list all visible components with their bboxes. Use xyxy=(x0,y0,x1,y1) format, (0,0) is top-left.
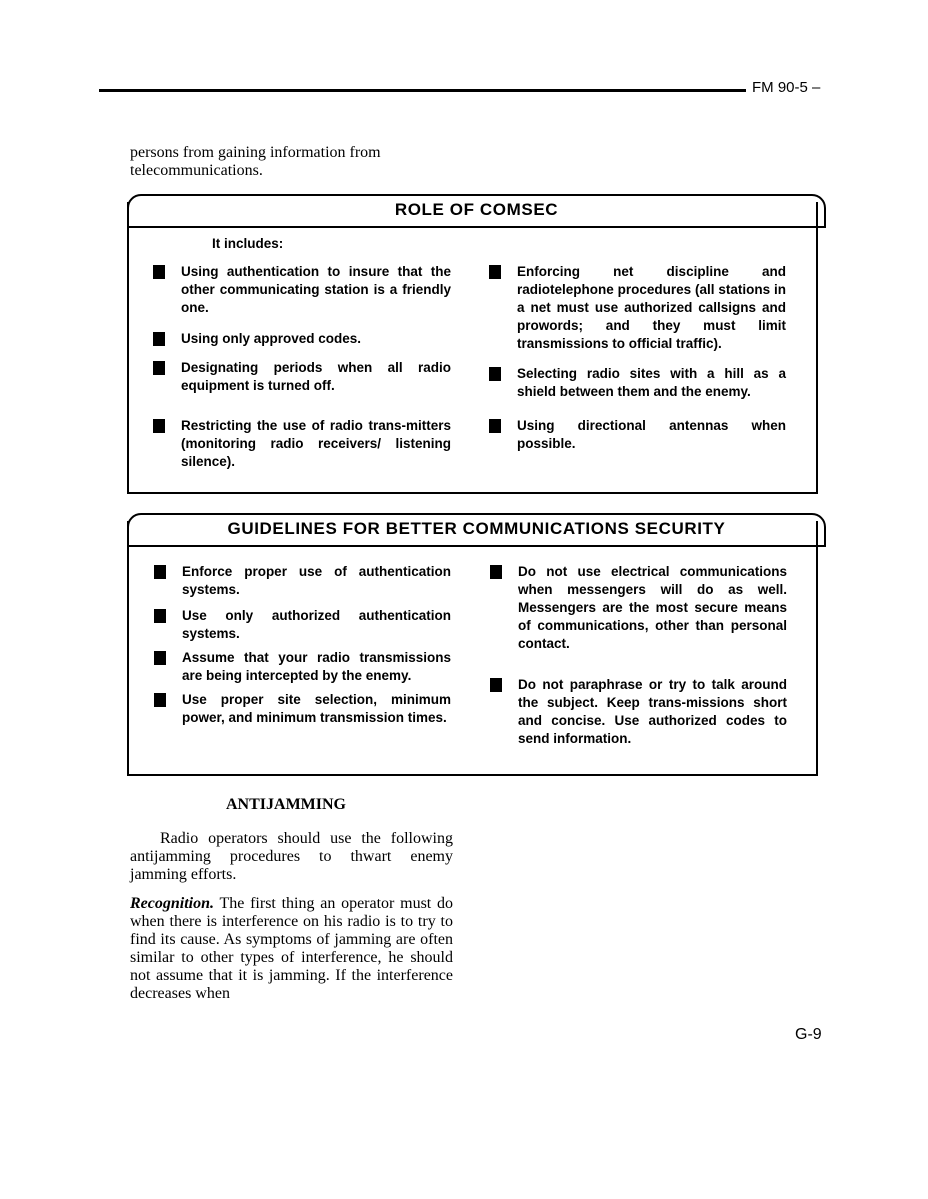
guidelines-title-bar xyxy=(127,513,826,547)
list-item-text: Enforcing net discipline and radiotelephone procedures (all stations in a net must use authorized callsigns and prowords; and they must limit transmissions to official traffic). xyxy=(517,264,786,351)
comsec-title: ROLE OF COMSEC xyxy=(394,200,559,219)
list-item-text: Do not paraphrase or try to talk around the subject. Keep trans-missions short and concise. Use authorized codes to send information. xyxy=(518,677,787,746)
list-item-text: Using directional antennas when possible. xyxy=(517,418,786,451)
document-id: FM 90-5 – xyxy=(752,79,821,96)
bullet-square-icon xyxy=(153,419,165,433)
recognition-body: The first thing an operator must do when there is interference on his radio is to try to find its cause. As symptoms of jamming are often similar to other types of interference, he should not assume that it is jamming. If the interference decreases when xyxy=(130,895,453,1002)
list-item xyxy=(153,359,451,395)
list-item xyxy=(153,263,451,317)
list-item-text: Do not use electrical communications when messengers will do as well. Messengers are the most secure means of communications, other than personal contact. xyxy=(518,564,787,651)
list-item xyxy=(154,563,451,599)
header-rule xyxy=(99,89,746,92)
guidelines-title: GUIDELINES FOR BETTER COMMUNICATIONS SECURITY xyxy=(227,519,726,538)
guidelines-right-column xyxy=(490,563,787,748)
list-item-text: Use proper site selection, minimum power, and minimum transmission times. xyxy=(182,692,451,725)
comsec-right-column xyxy=(489,263,786,453)
recognition-lead: Recognition. xyxy=(130,895,215,912)
includes-label: It includes: xyxy=(212,236,284,251)
list-item-text: Selecting radio sites with a hill as a shield between them and the enemy. xyxy=(517,366,786,399)
list-item-text: Designating periods when all radio equipment is turned off. xyxy=(181,360,451,393)
bullet-square-icon xyxy=(153,332,165,346)
list-item-text: Using only approved codes. xyxy=(181,331,362,346)
list-item xyxy=(154,691,451,727)
list-item xyxy=(154,607,451,643)
list-item-text: Use only authorized authentication systems. xyxy=(182,608,451,641)
recognition-paragraph xyxy=(130,895,453,1003)
list-item xyxy=(489,417,786,453)
antijamming-heading: ANTIJAMMING xyxy=(226,796,346,813)
list-item xyxy=(153,417,451,471)
intro-paragraph: persons from gaining information from telecommunications. xyxy=(130,144,381,179)
comsec-left-column xyxy=(153,263,451,471)
list-item xyxy=(489,263,786,353)
bullet-square-icon xyxy=(490,565,502,579)
comsec-title-bar xyxy=(127,194,826,228)
guidelines-left-column xyxy=(154,563,451,727)
list-item-text: Enforce proper use of authentication systems. xyxy=(182,564,451,597)
comsec-box xyxy=(127,202,818,494)
list-item xyxy=(489,365,786,401)
bullet-square-icon xyxy=(489,367,501,381)
list-item xyxy=(154,649,451,685)
bullet-square-icon xyxy=(490,678,502,692)
bullet-square-icon xyxy=(489,265,501,279)
bullet-square-icon xyxy=(153,361,165,375)
bullet-square-icon xyxy=(154,565,166,579)
list-item-text: Restricting the use of radio trans-mitters (monitoring radio receivers/ listening silence). xyxy=(181,418,451,469)
list-item-text: Using authentication to insure that the other communicating station is a friendly one. xyxy=(181,264,451,315)
list-item-text: Assume that your radio transmissions are being intercepted by the enemy. xyxy=(182,650,451,683)
page-number: G-9 xyxy=(795,1026,822,1043)
bullet-square-icon xyxy=(154,651,166,665)
bullet-square-icon xyxy=(489,419,501,433)
guidelines-box xyxy=(127,521,818,776)
bullet-square-icon xyxy=(153,265,165,279)
list-item xyxy=(490,563,787,653)
bullet-square-icon xyxy=(154,609,166,623)
list-item xyxy=(153,330,451,348)
antijamming-paragraph: Radio operators should use the following antijamming procedures to thwart enemy jamming efforts. xyxy=(130,830,453,883)
list-item xyxy=(490,676,787,748)
bullet-square-icon xyxy=(154,693,166,707)
